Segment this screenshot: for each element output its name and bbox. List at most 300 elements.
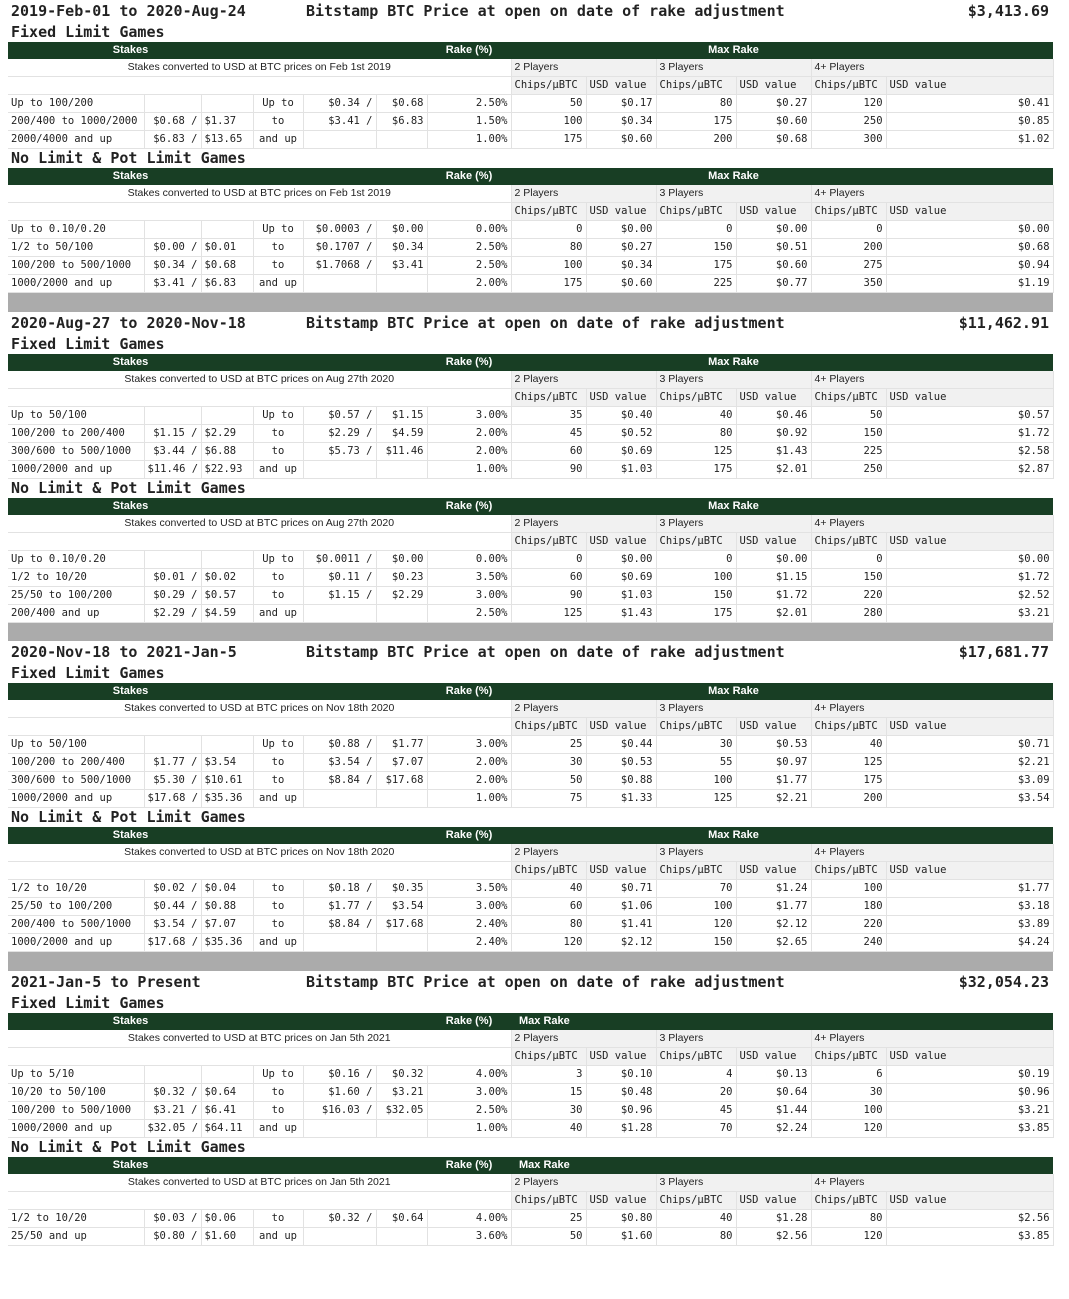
table-cell: 3.00%	[427, 406, 511, 424]
btc-price: $11,462.91	[958, 313, 1050, 332]
blank-cell	[8, 862, 511, 880]
table-cell: $8.84 /	[303, 916, 376, 934]
max-rake-header: Max Rake	[656, 354, 811, 371]
table-cell: $2.56	[886, 1209, 1053, 1227]
table-cell: Up to 100/200	[8, 95, 144, 113]
table-cell: $1.15 /	[144, 424, 201, 442]
table-cell: $0.57	[886, 406, 1053, 424]
conversion-note: Stakes converted to USD at BTC prices on Jan 5th 2021	[8, 1030, 511, 1048]
section-separator	[8, 952, 1053, 971]
table-cell: $1.77	[886, 880, 1053, 898]
table-cell: Up to 5/10	[8, 1065, 144, 1083]
table-cell: $1.72	[886, 568, 1053, 586]
header-spacer	[253, 498, 427, 515]
table-cell: 350	[811, 275, 886, 293]
table-cell: 1/2 to 10/20	[8, 1209, 144, 1227]
table-cell: 175	[656, 113, 736, 131]
table-cell: $2.01	[736, 460, 811, 478]
table-cell: $4.59	[376, 424, 427, 442]
table-cell: 2.50%	[427, 604, 511, 622]
table-cell: $0.71	[886, 736, 1053, 754]
table-cell: Up to	[253, 1065, 303, 1083]
conversion-row	[8, 844, 1053, 862]
table-cell: 70	[656, 880, 736, 898]
table-cell: $17.68 /	[144, 790, 201, 808]
header-spacer	[253, 1013, 427, 1030]
table-row	[8, 1227, 1053, 1245]
table-cell: $0.11 /	[303, 568, 376, 586]
rake-header: Rake (%)	[427, 827, 511, 844]
header-spacer	[511, 168, 656, 185]
players-label: 4+ Players	[811, 844, 1053, 862]
table-cell: 120	[511, 934, 586, 952]
table-cell: $0.71	[586, 880, 656, 898]
table-cell: 3.00%	[427, 586, 511, 604]
table-cell: $0.60	[736, 113, 811, 131]
rake-header: Rake (%)	[427, 498, 511, 515]
table-cell: and up	[253, 790, 303, 808]
table-cell: $0.04	[201, 880, 253, 898]
table-cell: and up	[253, 1227, 303, 1245]
table-cell: 150	[656, 934, 736, 952]
table-row	[8, 880, 1053, 898]
table-cell: 100	[656, 772, 736, 790]
table-cell	[201, 406, 253, 424]
table-cell	[144, 1065, 201, 1083]
table-cell: $0.00	[736, 550, 811, 568]
table-cell: $3.41	[376, 257, 427, 275]
rake-header: Rake (%)	[427, 42, 511, 59]
btc-price: $17,681.77	[958, 643, 1050, 661]
table-cell	[376, 934, 427, 952]
table-cell: 25/50 and up	[8, 1227, 144, 1245]
table-cell: $2.29 /	[144, 604, 201, 622]
table-cell: 240	[811, 934, 886, 952]
table-cell	[303, 131, 376, 149]
rake-header: Rake (%)	[427, 1013, 511, 1030]
table-cell: $0.68	[376, 95, 427, 113]
table-cell: $2.87	[886, 460, 1053, 478]
table-cell: 100	[811, 880, 886, 898]
column-label: USD value	[586, 1191, 656, 1209]
table-cell: 220	[811, 916, 886, 934]
table-cell: 3.00%	[427, 898, 511, 916]
column-label: USD value	[736, 388, 811, 406]
table-cell: $17.68 /	[144, 934, 201, 952]
header-spacer	[811, 168, 1053, 185]
table-cell: 4	[656, 1065, 736, 1083]
table-cell: Up to 50/100	[8, 736, 144, 754]
table-cell	[303, 460, 376, 478]
table-cell: $35.36	[201, 934, 253, 952]
stakes-header: Stakes	[8, 354, 253, 371]
table-cell: Up to	[253, 550, 303, 568]
game-type-title: Fixed Limit Games	[11, 334, 165, 353]
max-rake-header: Max Rake	[656, 683, 811, 700]
table-cell: 4.00%	[427, 1209, 511, 1227]
table-cell: 25/50 to 100/200	[8, 898, 144, 916]
table-header	[8, 168, 1053, 185]
header-spacer	[511, 354, 656, 371]
table-cell: to	[253, 239, 303, 257]
table-cell: to	[253, 772, 303, 790]
table-cell: to	[253, 898, 303, 916]
header-spacer	[811, 827, 1053, 844]
table-row	[8, 113, 1053, 131]
table-cell: $2.21	[886, 754, 1053, 772]
column-label: USD value	[586, 77, 656, 95]
table-cell: 225	[656, 275, 736, 293]
header-spacer	[253, 827, 427, 844]
table-cell: $2.12	[736, 916, 811, 934]
column-label-row	[8, 862, 1053, 880]
table-cell: 15	[511, 1083, 586, 1101]
column-label: Chips/μBTC	[511, 1047, 586, 1065]
conversion-row	[8, 1030, 1053, 1048]
table-cell: $0.16 /	[303, 1065, 376, 1083]
separator-cell	[8, 622, 1053, 641]
table-cell	[201, 1065, 253, 1083]
table-cell: 1.00%	[427, 460, 511, 478]
conversion-row	[8, 515, 1053, 533]
table-cell: $0.01	[201, 239, 253, 257]
column-label: Chips/μBTC	[811, 718, 886, 736]
price-label: Bitstamp BTC Price at open on date of rake adjustment	[306, 972, 785, 991]
table-cell: $2.52	[886, 586, 1053, 604]
table-cell: $0.02 /	[144, 880, 201, 898]
table-cell: 25	[511, 1209, 586, 1227]
table-cell: to	[253, 424, 303, 442]
table-cell: $0.35	[376, 880, 427, 898]
table-cell: 100/200 to 500/1000	[8, 257, 144, 275]
table-cell: $0.68	[736, 131, 811, 149]
separator-cell	[8, 952, 1053, 971]
table-cell	[144, 95, 201, 113]
table-cell: 90	[511, 460, 586, 478]
table-cell: 60	[511, 898, 586, 916]
table-cell: $2.12	[586, 934, 656, 952]
table-cell	[144, 406, 201, 424]
table-cell: 200	[656, 131, 736, 149]
players-label: 2 Players	[511, 844, 656, 862]
players-label: 3 Players	[656, 700, 811, 718]
table-cell: 80	[511, 916, 586, 934]
column-label: Chips/μBTC	[811, 77, 886, 95]
table-row	[8, 934, 1053, 952]
table-cell: 55	[656, 754, 736, 772]
column-label: USD value	[886, 203, 1053, 221]
column-label: Chips/μBTC	[656, 1047, 736, 1065]
header-spacer	[511, 42, 656, 59]
table-cell: $1.72	[736, 586, 811, 604]
column-label: USD value	[886, 862, 1053, 880]
table-cell: $64.11	[201, 1119, 253, 1137]
players-label: 2 Players	[511, 515, 656, 533]
table-cell: $0.53	[586, 754, 656, 772]
table-cell: 50	[511, 95, 586, 113]
table-cell: $2.01	[736, 604, 811, 622]
table-cell: 1000/2000 and up	[8, 275, 144, 293]
table-row	[8, 568, 1053, 586]
table-cell: $0.34	[376, 239, 427, 257]
table-cell: $0.10	[586, 1065, 656, 1083]
table-cell: 40	[511, 1119, 586, 1137]
column-label: USD value	[886, 1191, 1053, 1209]
table-cell: 2.40%	[427, 916, 511, 934]
table-row	[8, 916, 1053, 934]
period-title: 2019-Feb-01 to 2020-Aug-24	[11, 2, 246, 20]
table-header	[8, 1013, 1053, 1030]
spreadsheet	[8, 0, 1067, 1246]
column-label: Chips/μBTC	[811, 1047, 886, 1065]
column-label: USD value	[886, 532, 1053, 550]
max-rake-header: Max Rake	[511, 1013, 656, 1030]
stakes-header: Stakes	[8, 1013, 253, 1030]
period-row	[8, 641, 1053, 664]
column-label: Chips/μBTC	[511, 718, 586, 736]
table-cell: $7.07	[376, 754, 427, 772]
table-cell: $1.7068 /	[303, 257, 376, 275]
table-cell: $8.84 /	[303, 772, 376, 790]
header-spacer	[811, 498, 1053, 515]
table-cell	[303, 1119, 376, 1137]
column-label: USD value	[586, 1047, 656, 1065]
table-cell: $0.88	[201, 898, 253, 916]
table-cell: $0.19	[886, 1065, 1053, 1083]
table-cell: 120	[811, 1119, 886, 1137]
conversion-row	[8, 371, 1053, 389]
table-cell: and up	[253, 934, 303, 952]
max-rake-header: Max Rake	[656, 498, 811, 515]
column-label: Chips/μBTC	[656, 1191, 736, 1209]
table-cell: $0.06	[201, 1209, 253, 1227]
table-cell: $1.77	[736, 772, 811, 790]
table-cell: $1.15	[376, 406, 427, 424]
table-cell: $0.29 /	[144, 586, 201, 604]
table-cell: $2.29	[201, 424, 253, 442]
table-cell: $0.69	[586, 568, 656, 586]
table-cell	[376, 1227, 427, 1245]
table-cell: 100/200 to 200/400	[8, 424, 144, 442]
table-row	[8, 442, 1053, 460]
table-cell: $4.24	[886, 934, 1053, 952]
table-row	[8, 275, 1053, 293]
header-spacer	[811, 683, 1053, 700]
table-cell: 150	[656, 586, 736, 604]
table-cell: $1.28	[736, 1209, 811, 1227]
game-type-row	[8, 335, 1053, 354]
table-cell: 0	[811, 550, 886, 568]
players-label: 4+ Players	[811, 700, 1053, 718]
game-type-title: Fixed Limit Games	[11, 664, 165, 682]
table-cell: 4.00%	[427, 1065, 511, 1083]
table-cell: 280	[811, 604, 886, 622]
table-cell: 2.00%	[427, 772, 511, 790]
table-cell	[376, 460, 427, 478]
table-cell: to	[253, 113, 303, 131]
table-cell: $0.41	[886, 95, 1053, 113]
max-rake-header: Max Rake	[656, 827, 811, 844]
table-cell: and up	[253, 275, 303, 293]
table-cell: $1.60 /	[303, 1083, 376, 1101]
table-cell: $1.02	[886, 131, 1053, 149]
table-cell: $0.00	[886, 221, 1053, 239]
table-cell: $0.44 /	[144, 898, 201, 916]
table-cell: 2.50%	[427, 239, 511, 257]
table-cell: $0.85	[886, 113, 1053, 131]
game-type-title: No Limit & Pot Limit Games	[11, 1137, 246, 1156]
blank-cell	[8, 532, 511, 550]
section-separator	[8, 622, 1053, 641]
table-cell: $1.77	[736, 898, 811, 916]
column-label: USD value	[586, 862, 656, 880]
table-cell: $0.02	[201, 568, 253, 586]
table-row	[8, 131, 1053, 149]
table-cell: $4.59	[201, 604, 253, 622]
table-row	[8, 1065, 1053, 1083]
column-label: Chips/μBTC	[811, 388, 886, 406]
column-label-row	[8, 532, 1053, 550]
table-cell: 0.00%	[427, 221, 511, 239]
column-label: USD value	[736, 77, 811, 95]
table-cell	[303, 1227, 376, 1245]
table-cell: 50	[511, 1227, 586, 1245]
column-label: Chips/μBTC	[511, 532, 586, 550]
table-cell: 1.50%	[427, 113, 511, 131]
max-rake-header: Max Rake	[656, 42, 811, 59]
table-cell: $3.21	[886, 1101, 1053, 1119]
game-type-row	[8, 23, 1053, 42]
table-cell: $0.60	[586, 131, 656, 149]
table-cell: $0.00	[886, 550, 1053, 568]
game-type-row	[8, 664, 1053, 683]
stakes-header: Stakes	[8, 683, 253, 700]
table-cell: $0.92	[736, 424, 811, 442]
table-cell: 1000/2000 and up	[8, 790, 144, 808]
table-cell: and up	[253, 131, 303, 149]
table-cell: 40	[656, 406, 736, 424]
table-row	[8, 424, 1053, 442]
table-cell: 30	[811, 1083, 886, 1101]
table-cell: $0.44	[586, 736, 656, 754]
game-type-row	[8, 808, 1053, 828]
table-cell	[144, 736, 201, 754]
table-cell: 80	[511, 239, 586, 257]
table-cell: 200/400 to 1000/2000	[8, 113, 144, 131]
table-cell: 275	[811, 257, 886, 275]
table-cell: $0.23	[376, 568, 427, 586]
table-cell: $0.34 /	[144, 257, 201, 275]
players-label: 2 Players	[511, 371, 656, 389]
table-cell: $0.00	[376, 550, 427, 568]
table-cell: $17.68	[376, 772, 427, 790]
table-cell: 100	[656, 898, 736, 916]
table-header	[8, 827, 1053, 844]
table-cell: 175	[511, 131, 586, 149]
table-cell: 180	[811, 898, 886, 916]
table-cell: 225	[811, 442, 886, 460]
table-cell: to	[253, 568, 303, 586]
table-cell: $1.77	[376, 736, 427, 754]
rake-header: Rake (%)	[427, 354, 511, 371]
table-row	[8, 898, 1053, 916]
table-cell: $2.29 /	[303, 424, 376, 442]
table-cell	[303, 790, 376, 808]
max-rake-header: Max Rake	[511, 1157, 656, 1174]
table-cell: $3.89	[886, 916, 1053, 934]
table-cell: $0.94	[886, 257, 1053, 275]
table-row	[8, 221, 1053, 239]
game-type-row	[8, 1137, 1053, 1157]
table-cell: $3.54 /	[303, 754, 376, 772]
players-label: 3 Players	[656, 1174, 811, 1192]
rake-table	[8, 0, 1054, 1246]
header-spacer	[253, 42, 427, 59]
table-cell: 80	[656, 95, 736, 113]
table-cell: $1.41	[586, 916, 656, 934]
players-label: 4+ Players	[811, 185, 1053, 203]
blank-cell	[8, 718, 511, 736]
rake-header: Rake (%)	[427, 1157, 511, 1174]
table-cell	[201, 550, 253, 568]
table-cell: 100/200 to 500/1000	[8, 1101, 144, 1119]
table-cell: $0.00	[586, 221, 656, 239]
table-cell: $0.34	[586, 113, 656, 131]
rake-header: Rake (%)	[427, 683, 511, 700]
table-cell: 0	[656, 550, 736, 568]
table-cell: 1/2 to 10/20	[8, 568, 144, 586]
players-label: 3 Players	[656, 1030, 811, 1048]
blank-cell	[8, 1047, 511, 1065]
table-row	[8, 406, 1053, 424]
table-row	[8, 772, 1053, 790]
table-cell: $10.61	[201, 772, 253, 790]
table-cell: 2.00%	[427, 275, 511, 293]
table-cell: $0.69	[586, 442, 656, 460]
table-cell: $3.85	[886, 1227, 1053, 1245]
table-cell: 100	[811, 1101, 886, 1119]
header-spacer	[811, 42, 1053, 59]
table-cell: $3.21	[886, 604, 1053, 622]
table-cell: 300	[811, 131, 886, 149]
table-cell	[201, 221, 253, 239]
table-cell: to	[253, 586, 303, 604]
period-row	[8, 312, 1053, 335]
table-cell: $1.33	[586, 790, 656, 808]
period-title: 2020-Aug-27 to 2020-Nov-18	[11, 313, 246, 332]
conversion-row	[8, 185, 1053, 203]
table-header	[8, 683, 1053, 700]
table-cell: 75	[511, 790, 586, 808]
table-row	[8, 736, 1053, 754]
table-cell: Up to 0.10/0.20	[8, 550, 144, 568]
table-cell: $0.32	[376, 1065, 427, 1083]
table-cell: to	[253, 442, 303, 460]
table-cell: $2.56	[736, 1227, 811, 1245]
table-cell: $0.60	[586, 275, 656, 293]
column-label: USD value	[736, 532, 811, 550]
table-cell: $13.65	[201, 131, 253, 149]
period-title: 2021-Jan-5 to Present	[11, 972, 201, 991]
header-spacer	[511, 683, 656, 700]
column-label: Chips/μBTC	[511, 203, 586, 221]
column-label: Chips/μBTC	[811, 532, 886, 550]
price-label: Bitstamp BTC Price at open on date of rake adjustment	[306, 313, 785, 332]
table-cell	[303, 934, 376, 952]
table-row	[8, 1083, 1053, 1101]
table-row	[8, 1209, 1053, 1227]
players-label: 3 Players	[656, 515, 811, 533]
